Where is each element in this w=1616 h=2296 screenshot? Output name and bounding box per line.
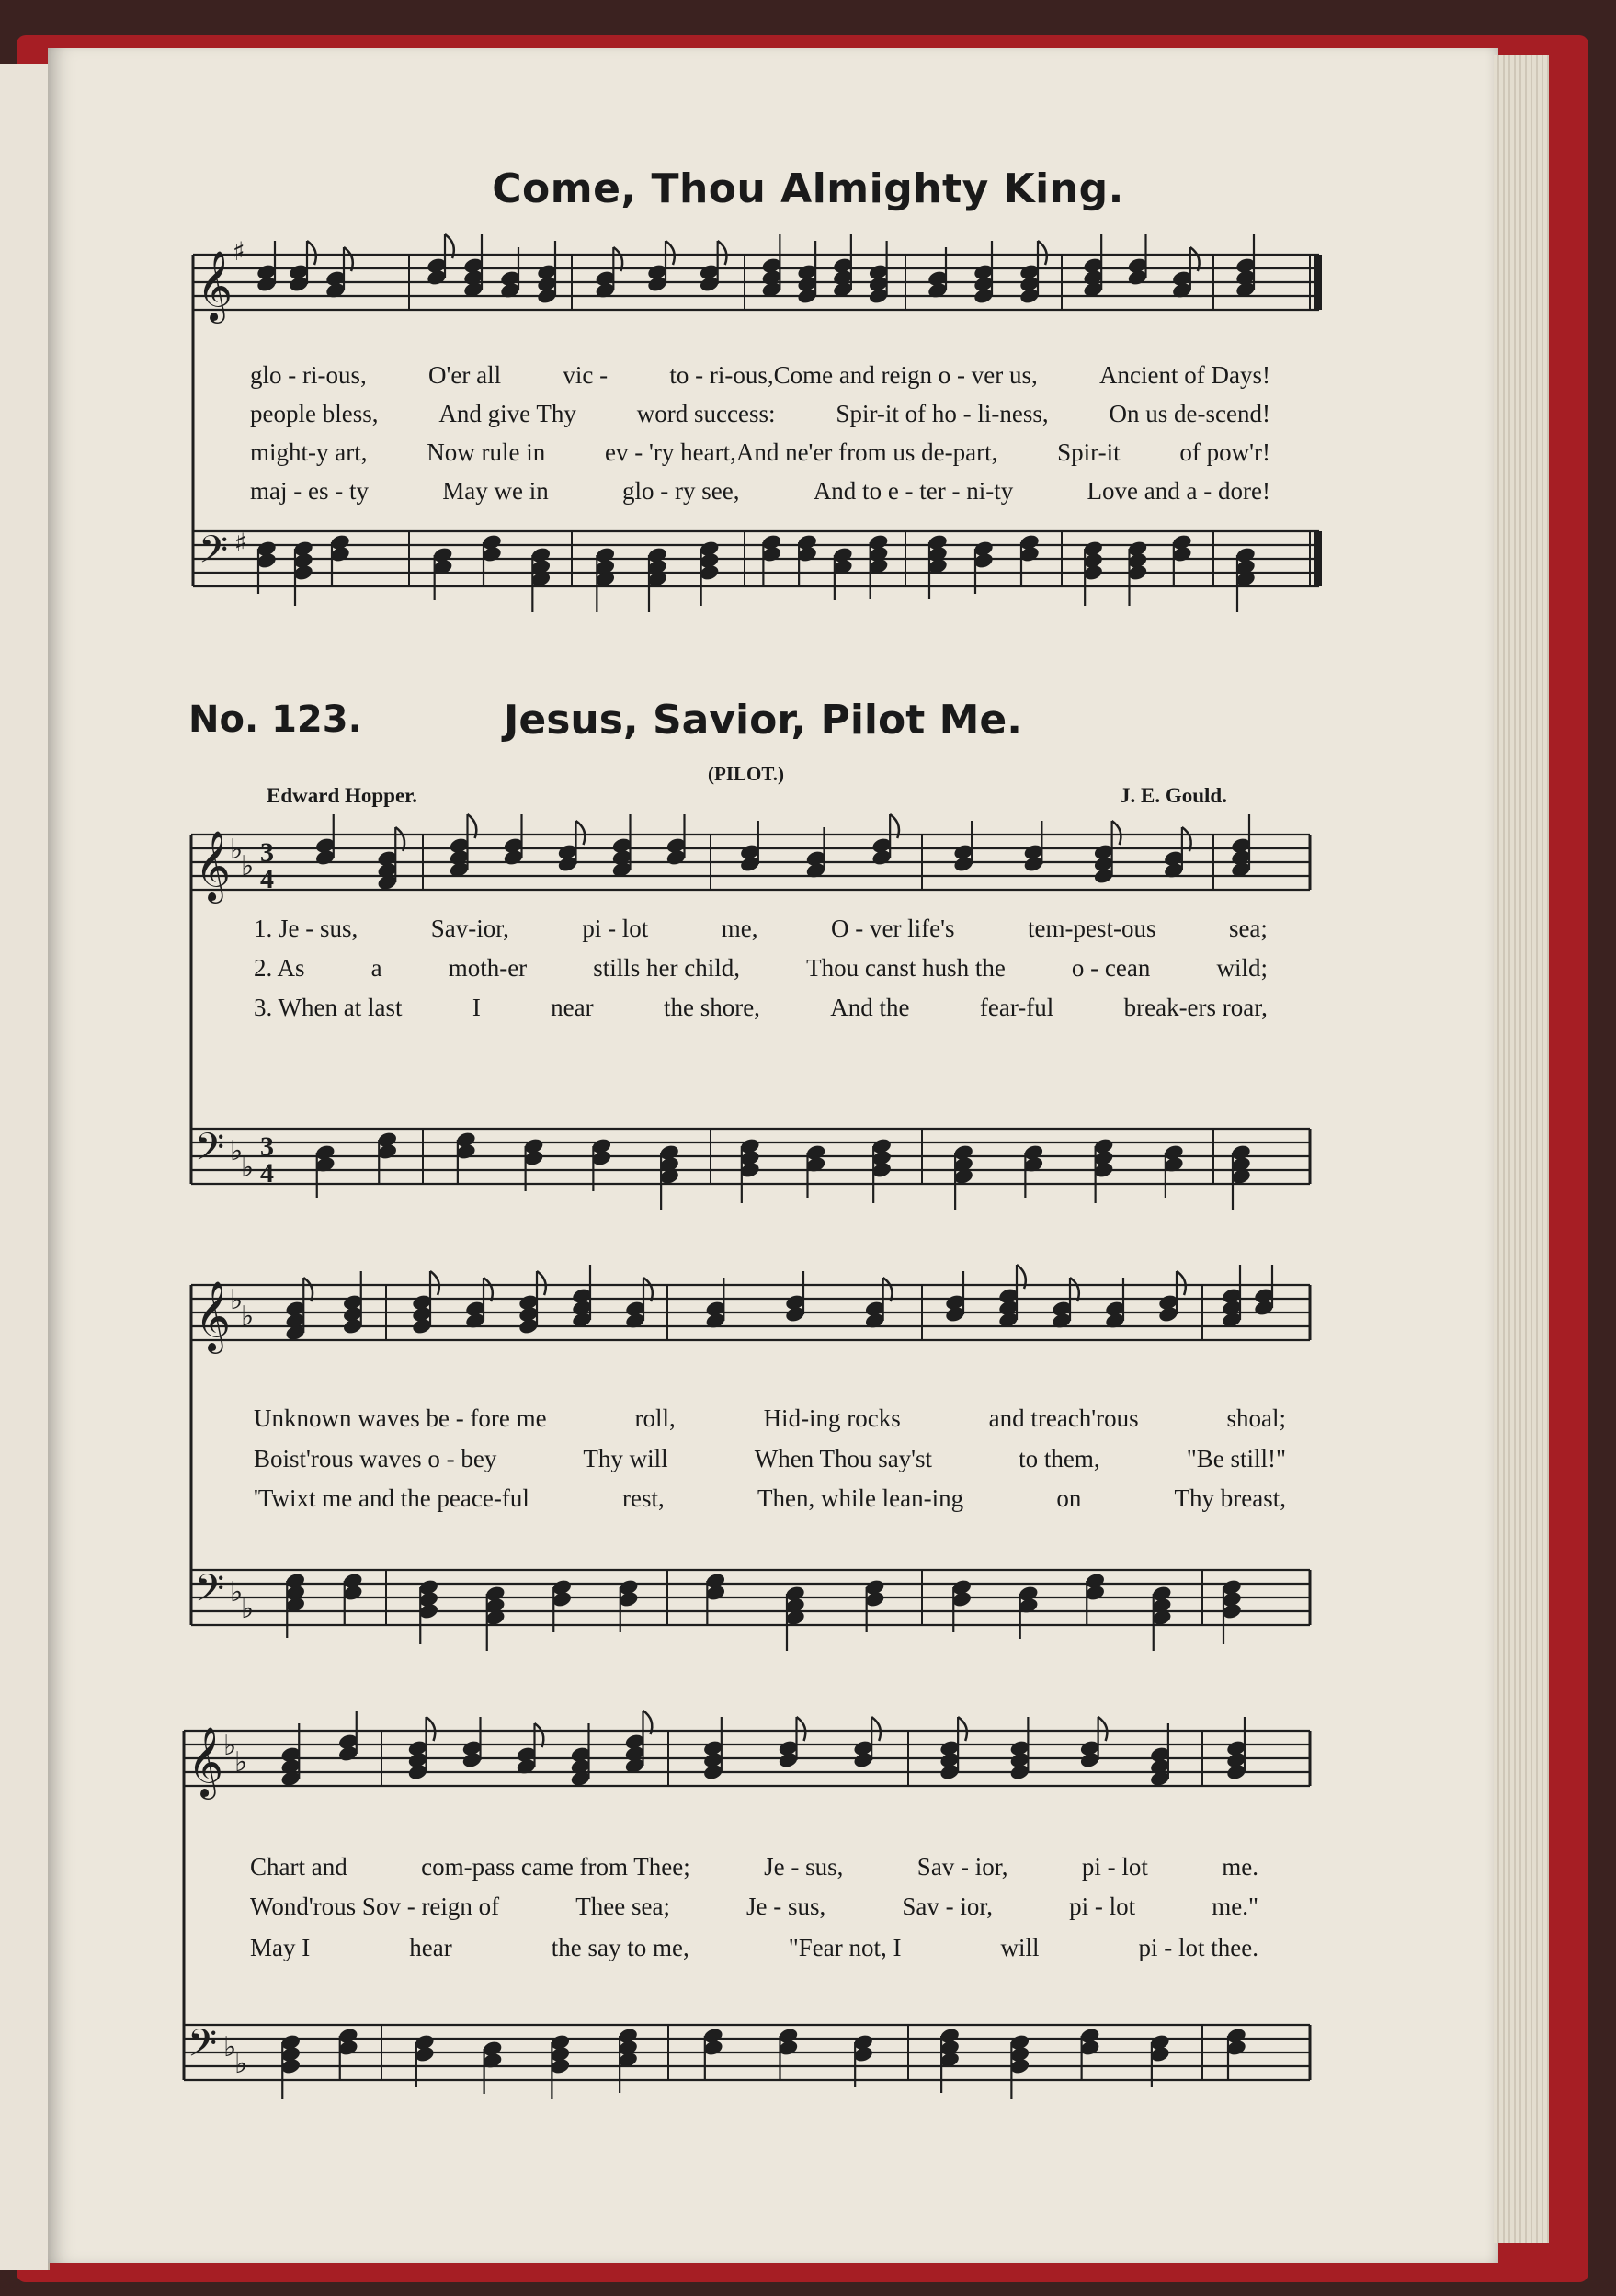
lyric-segment: On us de-scend!	[1109, 400, 1270, 427]
lyric-segment: O - ver life's	[830, 915, 955, 942]
lyric-segment: the shore,	[663, 994, 760, 1021]
lyric-line	[250, 361, 1270, 390]
lyric-segment: com-pass came from Thee;	[421, 1853, 690, 1881]
lyric-line	[250, 477, 1270, 506]
lyric-segment: Now rule in	[427, 438, 546, 466]
flat-icon: ♭	[241, 1593, 255, 1625]
lyric-segment: 1. Je - sus,	[254, 915, 358, 942]
lyric-segment: and treach'rous	[988, 1404, 1139, 1432]
words-credit: Edward Hopper.	[267, 784, 418, 807]
tune-name: (PILOT.)	[708, 763, 785, 785]
lyric-segment: And the	[830, 994, 910, 1021]
flat-icon: ♭	[241, 850, 255, 882]
lyric-segment: Sav - ior,	[902, 1892, 994, 1920]
lyric-segment: I	[472, 994, 481, 1021]
note-flag	[307, 241, 316, 265]
lyric-segment: o - cean	[1071, 954, 1151, 982]
lyric-segment: near	[551, 994, 594, 1021]
lyric-segment: Je - sus,	[764, 1853, 844, 1881]
note-flag	[430, 1271, 439, 1295]
lyric-line	[250, 1853, 1258, 1881]
lyric-segment: maj - es - ty	[250, 477, 369, 505]
lyric-segment: Boist'rous waves o - bey	[254, 1445, 497, 1472]
lyric-segment: 3. When at last	[254, 994, 403, 1021]
flat-icon: ♭	[223, 2031, 237, 2063]
lyric-segment: a	[370, 954, 382, 982]
treble-clef-icon: 𝄞	[197, 250, 233, 321]
lyric-segment: me."	[1212, 1892, 1258, 1920]
flat-icon: ♭	[241, 1152, 255, 1184]
lyric-segment: Je - sus,	[746, 1892, 826, 1920]
bass-clef-icon: 𝄢	[195, 1566, 225, 1620]
lyric-segment: pi - lot	[582, 915, 649, 942]
lyric-segment: hear	[409, 1934, 452, 1961]
lyric-segment: O'er all	[428, 361, 502, 389]
time-signature-top: 3	[260, 1131, 274, 1162]
lyric-segment: 2. As	[254, 954, 305, 982]
lyric-segment: stills her child,	[593, 954, 741, 982]
lyric-segment: break-ers roar,	[1123, 994, 1268, 1021]
lyric-segment: roll,	[634, 1404, 676, 1432]
bass-clef-icon: 𝄢	[195, 1125, 225, 1178]
lyric-segment: pi - lot	[1069, 1892, 1136, 1920]
sharp-icon: ♯	[234, 528, 247, 558]
flat-icon: ♭	[234, 1746, 248, 1779]
note-flag	[1112, 821, 1121, 845]
note-flag	[576, 821, 586, 845]
lyric-segment: rest,	[622, 1484, 665, 1512]
main-hymn-title: Jesus, Savior, Pilot Me.	[504, 697, 1022, 744]
lyric-segment: Then, while lean-ing	[757, 1484, 964, 1512]
time-signature-bottom: 4	[260, 864, 274, 894]
note-flag	[427, 1717, 436, 1741]
hymn-number: No. 123.	[188, 699, 362, 741]
lyric-line	[254, 915, 1268, 943]
treble-clef-icon: 𝄞	[195, 1280, 232, 1351]
lyric-segment: Thou canst hush the	[806, 954, 1006, 982]
lyric-segment: might-y art,	[250, 438, 368, 466]
lyric-segment: of pow'r!	[1179, 438, 1270, 466]
lyric-segment: tem-pest-ous	[1028, 915, 1156, 942]
lyric-segment: will	[1000, 1934, 1040, 1961]
lyric-segment: May we in	[442, 477, 549, 505]
lyric-segment: Hid-ing rocks	[763, 1404, 901, 1432]
lyric-line	[254, 1484, 1286, 1513]
lyric-segment: Chart and	[250, 1853, 347, 1881]
note-flag	[1038, 241, 1047, 265]
time-signature-bottom: 4	[260, 1158, 274, 1188]
lyric-segment: Spir-it	[1057, 438, 1121, 466]
lyric-segment: pi - lot	[1081, 1853, 1148, 1881]
lyric-segment: 'Twixt me and the peace-ful	[254, 1484, 529, 1512]
lyric-line	[250, 438, 1270, 467]
lyric-segment: people bless,	[250, 400, 379, 427]
note-flag	[537, 1271, 546, 1295]
lyric-segment: Spir-it of ho - li-ness,	[836, 400, 1049, 427]
music-credit: J. E. Gould.	[1120, 784, 1227, 807]
bass-clef-icon: 𝄢	[199, 528, 229, 581]
lyric-segment: May I	[250, 1934, 311, 1961]
note-flag	[1177, 1271, 1186, 1295]
lyric-segment: And give Thy	[438, 400, 576, 427]
lyric-segment: fear-ful	[979, 994, 1054, 1021]
note-flag	[666, 241, 675, 265]
lyric-segment: Thee sea;	[575, 1892, 670, 1920]
lyric-segment: to them,	[1019, 1445, 1100, 1472]
lyric-segment: pi - lot thee.	[1138, 1934, 1258, 1961]
lyric-segment: When Thou say'st	[754, 1445, 933, 1472]
flat-icon: ♭	[241, 1301, 255, 1333]
final-bar-thick	[1314, 255, 1322, 310]
lyric-segment: on	[1056, 1484, 1082, 1512]
flat-icon: ♭	[230, 1135, 244, 1167]
note-flag	[718, 241, 727, 265]
lyric-segment: glo - ry see,	[622, 477, 740, 505]
lyric-segment: word success:	[636, 400, 776, 427]
lyric-segment: me,	[721, 915, 758, 942]
lyric-line	[250, 1892, 1258, 1921]
sharp-icon: ♯	[233, 236, 245, 267]
lyric-segment: sea;	[1228, 915, 1268, 942]
lyric-line	[254, 1404, 1286, 1433]
treble-clef-icon: 𝄞	[188, 1726, 224, 1797]
lyric-line	[254, 1445, 1286, 1473]
lyric-segment: Unknown waves be - fore me	[254, 1404, 547, 1432]
lyric-segment: wild;	[1216, 954, 1268, 982]
lyric-segment: shoal;	[1226, 1404, 1286, 1432]
lyric-segment: moth-er	[448, 954, 528, 982]
note-flag	[958, 1717, 967, 1741]
lyric-line	[254, 954, 1268, 983]
lyric-segment: vic -	[563, 361, 609, 389]
lyric-segment: to - ri-ous,Come and reign o - ver us,	[669, 361, 1038, 389]
lyric-segment: ev - 'ry heart,And ne'er from us de-part,	[605, 438, 998, 466]
lyric-segment: Love and a - dore!	[1087, 477, 1270, 505]
lyric-segment: Sav-ior,	[430, 915, 509, 942]
flat-icon: ♭	[234, 2048, 248, 2080]
lyric-segment: Thy breast,	[1174, 1484, 1286, 1512]
lyric-segment: Sav - ior,	[916, 1853, 1008, 1881]
flat-icon: ♭	[230, 1576, 244, 1608]
treble-clef-icon: 𝄞	[195, 830, 232, 901]
flat-icon: ♭	[230, 834, 244, 866]
lyric-line	[250, 1934, 1258, 1962]
top-hymn-title: Come, Thou Almighty King.	[492, 165, 1124, 212]
lyric-segment: And to e - ter - ni-ty	[813, 477, 1014, 505]
final-bar-thick	[1314, 531, 1322, 586]
note-flag	[1098, 1717, 1108, 1741]
lyric-segment: Wond'rous Sov - reign of	[250, 1892, 500, 1920]
lyric-line	[250, 400, 1270, 428]
lyric-segment: Thy will	[583, 1445, 668, 1472]
note-flag	[797, 1717, 806, 1741]
lyric-line	[254, 994, 1268, 1022]
lyric-segment: "Fear not, I	[788, 1934, 902, 1961]
time-signature-top: 3	[260, 837, 274, 868]
note-flag	[871, 1717, 881, 1741]
lyric-segment: Ancient of Days!	[1099, 361, 1270, 389]
lyric-segment: glo - ri-ous,	[250, 361, 367, 389]
bass-clef-icon: 𝄢	[188, 2021, 218, 2074]
flat-icon: ♭	[223, 1730, 237, 1762]
lyric-segment: "Be still!"	[1186, 1445, 1286, 1472]
lyric-segment: me.	[1222, 1853, 1258, 1881]
flat-icon: ♭	[230, 1284, 244, 1316]
lyric-segment: the say to me,	[551, 1934, 689, 1961]
